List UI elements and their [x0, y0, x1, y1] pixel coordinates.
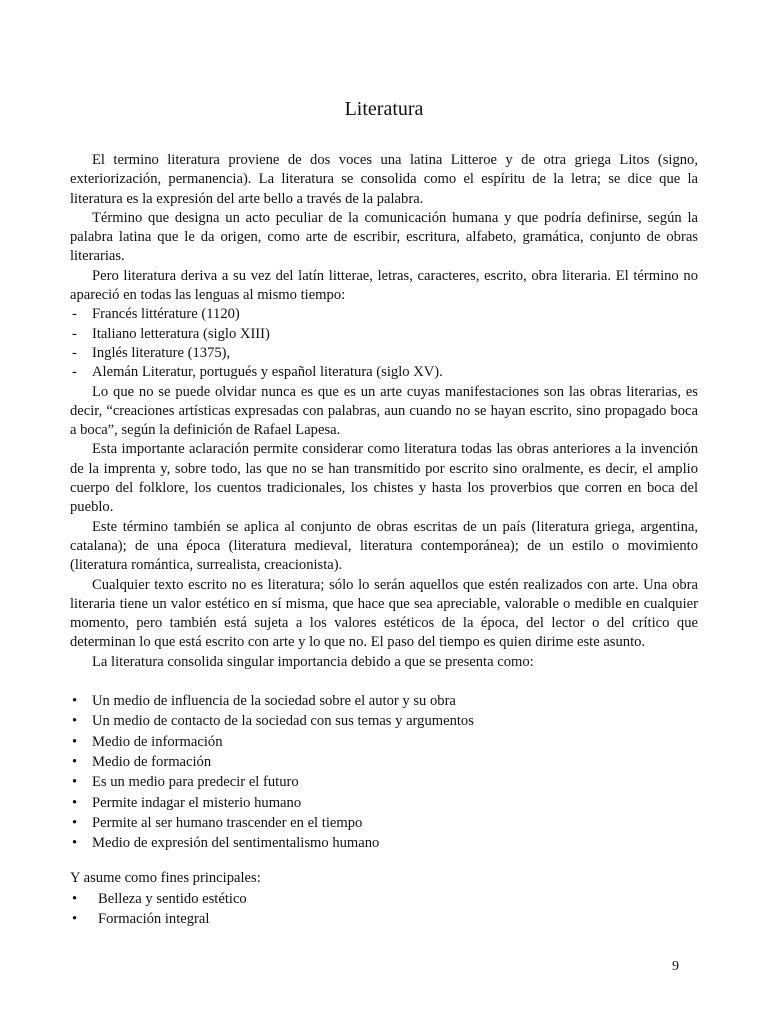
spacer	[70, 853, 698, 869]
paragraph-scope: Este término también se aplica al conjunto de obras escritas de un país (literatura griega, argentina, catalana); de una época (literatura medieval, literatura contemporánea); de un estilo o movimiento (literatura romántica, surrealista, creacionista).	[70, 518, 698, 574]
language-list-item: - Inglés literature (1375),	[70, 344, 698, 363]
language-list-item: - Francés littérature (1120)	[70, 305, 698, 324]
importance-list-item: • Medio de formación	[70, 752, 698, 772]
aims-list	[70, 889, 698, 930]
page-number: 9	[672, 959, 679, 974]
importance-list-item: • Es un medio para predecir el futuro	[70, 772, 698, 792]
importance-list-item: • Un medio de influencia de la sociedad sobre el autor y su obra	[70, 691, 698, 711]
paragraph-definition: Término que designa un acto peculiar de la comunicación humana y que podría definirse, según la palabra latina que le da origen, como arte de escribir, escritura, alfabeto, gramática, conjunto de obras literarias.	[70, 209, 698, 265]
paragraph-art-definition: Lo que no se puede olvidar nunca es que es un arte cuyas manifestaciones son las obras literarias, es decir, “creaciones artísticas expresadas con palabras, aun cuando no se hayan escrito, sino propagado boca a boca”, según la definición de Rafael Lapesa.	[70, 383, 698, 439]
language-list	[70, 305, 698, 382]
language-list-item: - Italiano letteratura (siglo XIII)	[70, 325, 698, 344]
importance-list-item: • Permite indagar el misterio humano	[70, 793, 698, 813]
spacer	[70, 672, 698, 691]
paragraph-etymology: El termino literatura proviene de dos voces una latina Litteroe y de otra griega Litos (signo, exteriorización, permanencia). La literatura se consolida como el espíritu de la letra; se dice que la literatura es la expresión del arte bello a través de la palabra.	[70, 152, 698, 207]
importance-list-item: • Un medio de contacto de la sociedad con sus temas y argumentos	[70, 711, 698, 731]
aims-list-item: • Belleza y sentido estético	[70, 889, 698, 909]
paragraph-latin-origin: Pero literatura deriva a su vez del latín litterae, letras, caracteres, escrito, obra literaria. El término no apareció en todas las lenguas al mismo tiempo:	[70, 267, 698, 304]
importance-list	[70, 691, 698, 853]
importance-list-item: • Permite al ser humano trascender en el tiempo	[70, 813, 698, 833]
document-body	[70, 151, 698, 929]
paragraph-clarification: Esta importante aclaración permite considerar como literatura todas las obras anteriores a la invención de la imprenta y, sobre todo, las que no se han transmitido por escrito sino oralmente, es decir, el amplio cuerpo del folklore, los cuentos tradicionales, los chistes y hasta los proverbios que corren en boca del pueblo.	[70, 441, 698, 516]
paragraph-aesthetic-value: Cualquier texto escrito no es literatura; sólo lo serán aquellos que estén realizados con arte. Una obra literaria tiene un valor estético en sí misma, que hace que sea apreciable, valorable o medible en cualquier momento, pero también está sujeta a los valores estéticos de la época, del lector o del crítico que determinan lo que está escrito con arte y lo que no. El paso del tiempo es quien dirime este asunto.	[70, 576, 698, 651]
paragraph-importance-intro: La literatura consolida singular importancia debido a que se presenta como:	[92, 653, 534, 670]
page-title: Literatura	[344, 98, 424, 120]
aims-list-item: • Formación integral	[70, 909, 698, 929]
importance-list-item: • Medio de información	[70, 732, 698, 752]
importance-list-item: • Medio de expresión del sentimentalismo humano	[70, 833, 698, 853]
language-list-item: - Alemán Literatur, portugués y español literatura (siglo XV).	[70, 363, 698, 382]
aims-intro: Y asume como fines principales:	[70, 870, 261, 887]
